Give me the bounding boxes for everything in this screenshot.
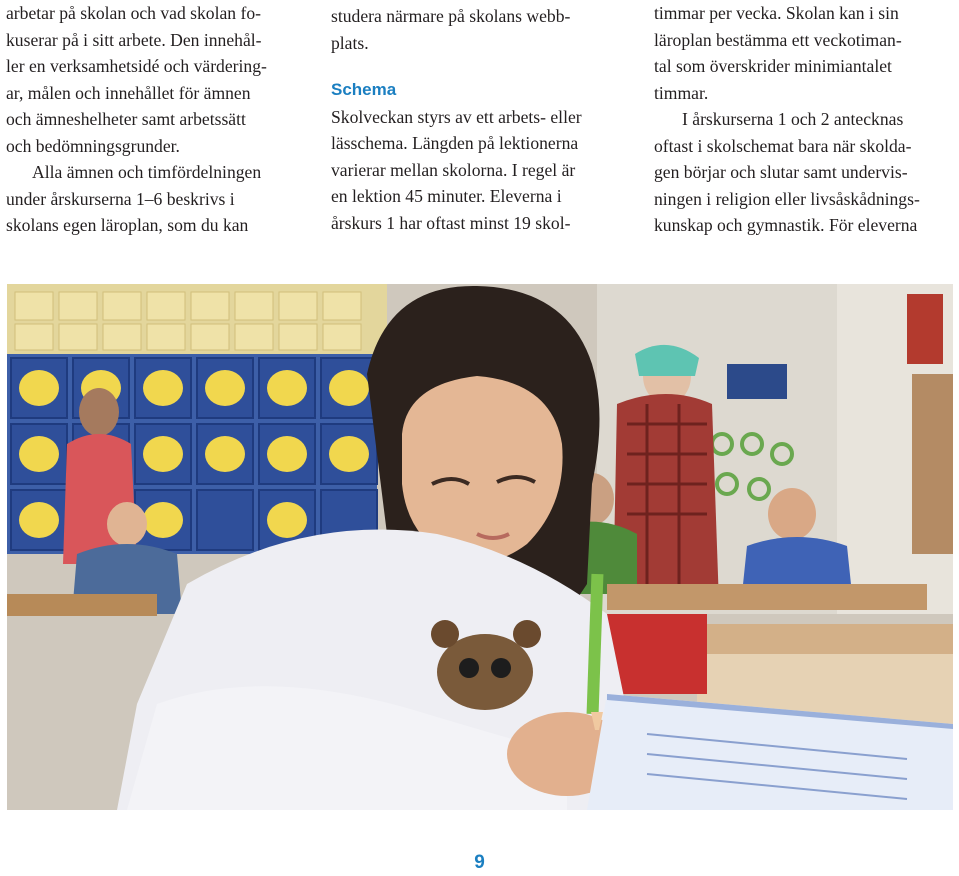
wall-panel	[727, 364, 787, 399]
text-line: Alla ämnen och timfördelningen	[32, 162, 262, 182]
text-line: timmar per vecka. Skolan kan i sin	[654, 3, 899, 23]
text-line: under årskurserna 1–6 beskrivs i	[6, 188, 235, 209]
text-line: arbetar på skolan och vad skolan fo-	[6, 3, 262, 23]
text-column-1	[6, 0, 306, 239]
text-line: plats.	[331, 32, 369, 53]
paragraph	[654, 0, 954, 106]
text-line: varierar mellan skolorna. I regel är	[331, 159, 576, 180]
section-heading: Schema	[331, 80, 397, 99]
text-line: lässchema. Längden på lektionerna	[331, 133, 579, 153]
text-line: timmar.	[654, 82, 709, 103]
poster	[907, 294, 943, 364]
text-line: gen börjar och slutar samt undervis-	[654, 162, 908, 182]
text-column-3	[654, 0, 954, 239]
text-line: och ämneshelheter samt arbetssätt	[6, 109, 246, 129]
door	[912, 374, 953, 554]
text-line: och bedömningsgrunder.	[6, 135, 180, 156]
classroom-photo-illustration	[7, 284, 953, 810]
text-line: skolans egen läroplan, som du kan	[6, 215, 249, 235]
paragraph	[331, 104, 631, 237]
text-line: ler en verksamhetsidé och värdering-	[6, 56, 267, 76]
red-chair	[607, 614, 707, 694]
paragraph	[6, 0, 306, 159]
text-line: årskurs 1 har oftast minst 19 skol-	[331, 212, 571, 233]
text-line: kunskap och gymnastik. För eleverna	[654, 215, 918, 235]
text-line: kuserar på i sitt arbete. Den innehål-	[6, 29, 262, 50]
text-line: studera närmare på skolans webb-	[331, 6, 571, 26]
text-line: en lektion 45 minuter. Eleverna i	[331, 186, 562, 206]
text-line: läroplan bestämma ett veckotiman-	[654, 29, 902, 50]
text-line: tal som överskrider minimiantalet	[654, 56, 892, 76]
text-column-2	[331, 3, 631, 236]
paragraph	[654, 106, 954, 239]
page-number: 9	[474, 852, 485, 873]
text-line: ningen i religion eller livsåskådnings-	[654, 188, 920, 209]
text-line: Skolveckan styrs av ett arbets- eller	[331, 106, 582, 127]
classroom-photo	[7, 284, 953, 810]
paragraph	[331, 3, 631, 56]
text-line: ar, målen och innehållet för ämnen	[6, 82, 251, 103]
blue-paintings	[7, 354, 377, 554]
text-line: I årskurserna 1 och 2 antecknas	[682, 109, 904, 129]
paragraph	[6, 159, 306, 239]
text-line: oftast i skolschemat bara när skolda-	[654, 135, 912, 156]
